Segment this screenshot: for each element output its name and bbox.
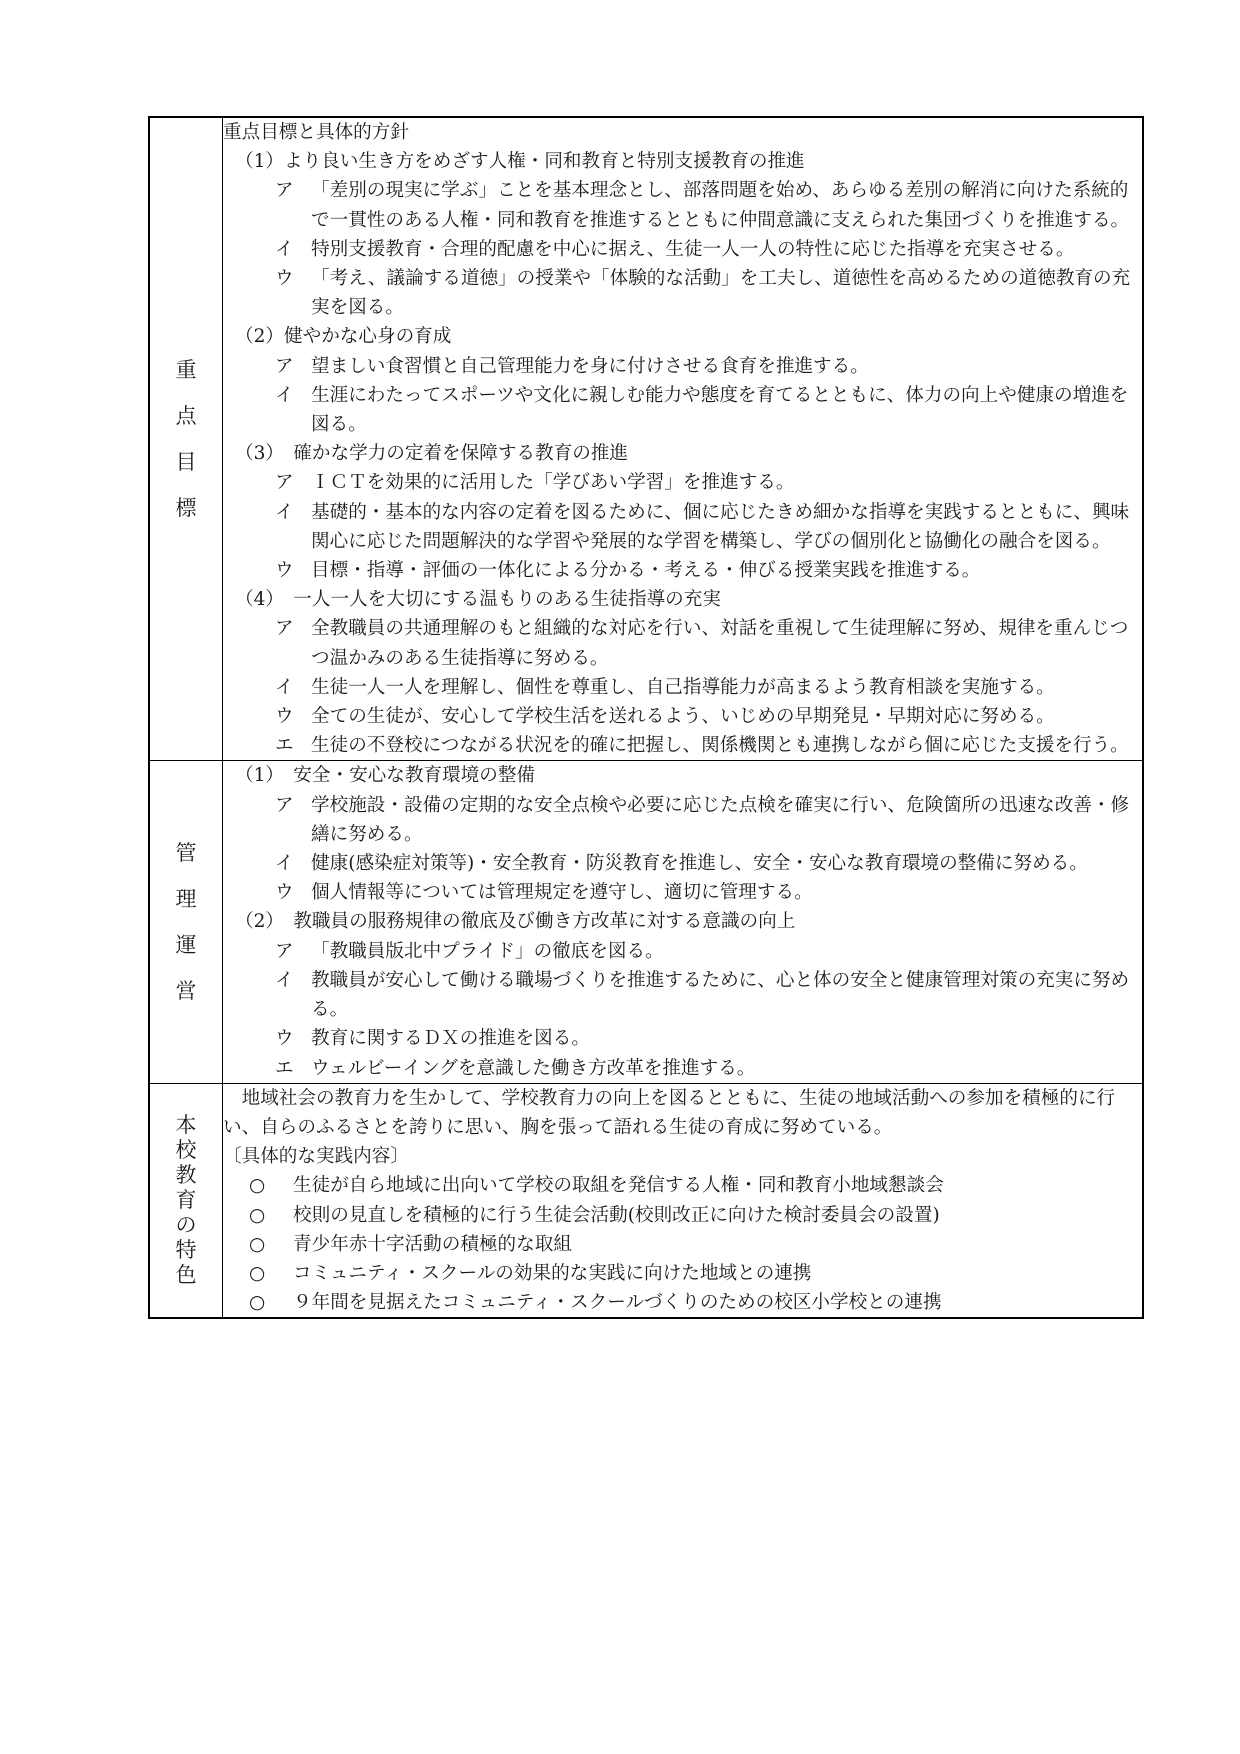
item-marker: イ [275, 969, 294, 991]
label-vertical-text [150, 1113, 222, 1288]
item-text: 健康(感染症対策等)・安全教育・防災教育を推進し、安全・安心な教育環境の整備に努める。 [311, 853, 1088, 875]
features-paragraph: 地域社会の教育力を生かして、学校教育力の向上を図るとともに、生徒の地域活動への参加を積極的に行い、自らのふるさとを誇りに思い、胸を張って語れる生徒の育成に努めている。 [223, 1087, 1116, 1138]
bullet-text: 青少年赤十字活動の積極的な取組 [293, 1233, 572, 1255]
label-char: 運 [175, 933, 197, 958]
label-char: 育 [175, 1188, 197, 1213]
list-item [223, 1054, 1142, 1083]
list-item [223, 381, 1142, 439]
bullet-item [223, 1259, 1142, 1288]
list-item [223, 791, 1142, 849]
list-item [223, 498, 1142, 556]
bullet-item [223, 1171, 1142, 1200]
circle-bullet-icon: ○ [249, 1204, 266, 1226]
item-text: 望ましい食習慣と自己管理能力を身に付けさせる食育を推進する。 [311, 355, 869, 377]
item-text: 教職員が安心して働ける職場づくりを推進するために、心と体の安全と健康管理対策の充実に努める。 [311, 969, 1130, 1021]
section-content-school-features [223, 1083, 1144, 1318]
item-text: ウェルビーイングを意識した働き方改革を推進する。 [311, 1057, 756, 1079]
item-marker: イ [275, 238, 294, 260]
label-char: 教 [175, 1163, 197, 1188]
item-marker: ア [275, 794, 294, 816]
section-label-school-features [149, 1083, 223, 1318]
list-item [223, 556, 1142, 585]
list-item [223, 176, 1142, 234]
label-char: 校 [175, 1138, 197, 1163]
label-char: 目 [175, 450, 197, 475]
group-heading: （4） 一人一人を大切にする温もりのある生徒指導の充実 [235, 589, 721, 611]
section-priority-goals [149, 117, 1143, 761]
section-label-priority-goals [149, 117, 223, 761]
item-text: 生涯にわたってスポーツや文化に親しむ能力や態度を育てるとともに、体力の向上や健康の増進を図る。 [311, 384, 1129, 436]
item-text: 全ての生徒が、安心して学校生活を送れるよう、いじめの早期発見・早期対応に努める。 [311, 706, 1055, 728]
group-heading: （2） 教職員の服務規律の徹底及び働き方改革に対する意識の向上 [235, 911, 796, 933]
list-item [223, 937, 1142, 966]
item-marker: ア [275, 180, 294, 202]
item-text: 特別支援教育・合理的配慮を中心に据え、生徒一人一人の特性に応じた指導を充実させる。 [311, 238, 1075, 260]
list-item [223, 966, 1142, 1024]
item-text: 「教職員版北中プライド」の徹底を図る。 [311, 940, 664, 962]
circle-bullet-icon: ○ [249, 1262, 266, 1284]
bullet-text: ９年間を見据えたコミュニティ・スクールづくりのための校区小学校との連携 [293, 1292, 942, 1314]
item-marker: ウ [275, 268, 294, 290]
item-marker: ア [275, 472, 294, 494]
list-item [223, 702, 1142, 731]
list-item [223, 878, 1142, 907]
section-management [149, 761, 1143, 1083]
section-content-management [223, 761, 1144, 1083]
item-text: 生徒一人一人を理解し、個性を尊重し、自己指導能力が高まるよう教育相談を実施する。 [311, 676, 1055, 698]
label-vertical-text [150, 830, 222, 1014]
label-vertical-text [150, 347, 222, 531]
section-content-priority-goals [223, 117, 1144, 761]
label-char: 管 [175, 841, 197, 866]
item-text: 「考え、議論する道徳」の授業や「体験的な活動」を工夫し、道徳性を高めるための道徳教育の充実を図る。 [311, 268, 1131, 319]
list-item [223, 731, 1142, 760]
bullet-text: コミュニティ・スクールの効果的な実践に向けた地域との連携 [293, 1262, 812, 1284]
label-char: の [175, 1213, 197, 1238]
bullet-text: 校則の見直しを積極的に行う生徒会活動(校則改正に向けた検討委員会の設置) [293, 1204, 940, 1226]
list-item [223, 849, 1142, 878]
list-item [223, 614, 1142, 672]
group-heading: （1）より良い生き方をめざす人権・同和教育と特別支援教育の推進 [235, 151, 805, 173]
group-heading: （2）健やかな心身の育成 [235, 326, 452, 348]
item-text: 生徒の不登校につながる状況を的確に把握し、関係機関とも連携しながら個に応じた支援を行う。 [311, 735, 1129, 757]
group-heading: （1） 安全・安心な教育環境の整備 [235, 765, 536, 787]
label-char: 標 [175, 496, 197, 521]
item-text: 「差別の現実に学ぶ」ことを基本理念とし、部落問題を始め、あらゆる差別の解消に向けた系統的で一貫性のある人権・同和教育を推進するとともに仲間意識に支えられた集団づくりを推進する。 [311, 180, 1130, 231]
item-marker: ウ [275, 882, 294, 904]
label-char: 理 [175, 887, 197, 912]
bullet-item [223, 1288, 1142, 1317]
item-marker: イ [275, 853, 294, 875]
bullet-text: 生徒が自ら地域に出向いて学校の取組を発信する人権・同和教育小地域懇談会 [293, 1175, 944, 1197]
item-marker: ウ [275, 1028, 294, 1050]
group-heading: （3） 確かな学力の定着を保障する教育の推進 [235, 443, 628, 465]
item-marker: イ [275, 384, 294, 406]
list-item [223, 1024, 1142, 1053]
item-text: 教育に関するＤＸの推進を図る。 [311, 1028, 590, 1050]
item-marker: ア [275, 618, 294, 640]
list-item [223, 235, 1142, 264]
bullet-item [223, 1230, 1142, 1259]
section-intro: 重点目標と具体的方針 [223, 122, 409, 143]
item-text: 個人情報等については管理規定を遵守し、適切に管理する。 [311, 882, 813, 904]
label-char: 点 [175, 404, 197, 429]
list-item [223, 352, 1142, 381]
item-text: 基礎的・基本的な内容の定着を図るために、個に応じたきめ細かな指導を実践するとともに、興味関心に応じた問題解決的な学習や発展的な学習を構築し、学びの個別化と協働化の融合を図る。 [311, 501, 1130, 552]
item-text: ＩＣＴを効果的に活用した「学びあい学習」を推進する。 [311, 472, 795, 494]
circle-bullet-icon: ○ [249, 1292, 266, 1314]
label-char: 色 [175, 1263, 197, 1288]
item-marker: イ [275, 501, 294, 523]
circle-bullet-icon: ○ [249, 1175, 266, 1197]
circle-bullet-icon: ○ [249, 1233, 266, 1255]
item-marker: ウ [275, 560, 294, 582]
item-marker: エ [275, 1057, 294, 1079]
item-text: 全教職員の共通理解のもと組織的な対応を行い、対話を重視して生徒理解に努め、規律を重んじつつ温かみのある生徒指導に努める。 [311, 618, 1129, 669]
practice-subheading: 〔具体的な実践内容〕 [223, 1146, 409, 1168]
label-char: 本 [175, 1113, 197, 1138]
label-char: 営 [175, 979, 197, 1004]
item-text: 学校施設・設備の定期的な安全点検や必要に応じた点検を確実に行い、危険箇所の迅速な改善・修繕に努める。 [311, 794, 1130, 845]
label-char: 重 [175, 358, 197, 383]
school-plan-table [148, 116, 1144, 1319]
section-label-management [149, 761, 223, 1083]
list-item [223, 673, 1142, 702]
label-char: 特 [175, 1238, 197, 1263]
section-school-features [149, 1083, 1143, 1318]
item-marker: ア [275, 355, 294, 377]
list-item [223, 264, 1142, 322]
item-marker: イ [275, 676, 294, 698]
item-text: 目標・指導・評価の一体化による分かる・考える・伸びる授業実践を推進する。 [311, 560, 981, 582]
item-marker: ア [275, 940, 294, 962]
bullet-item [223, 1201, 1142, 1230]
item-marker: ウ [275, 706, 294, 728]
item-marker: エ [275, 735, 294, 757]
list-item [223, 468, 1142, 497]
